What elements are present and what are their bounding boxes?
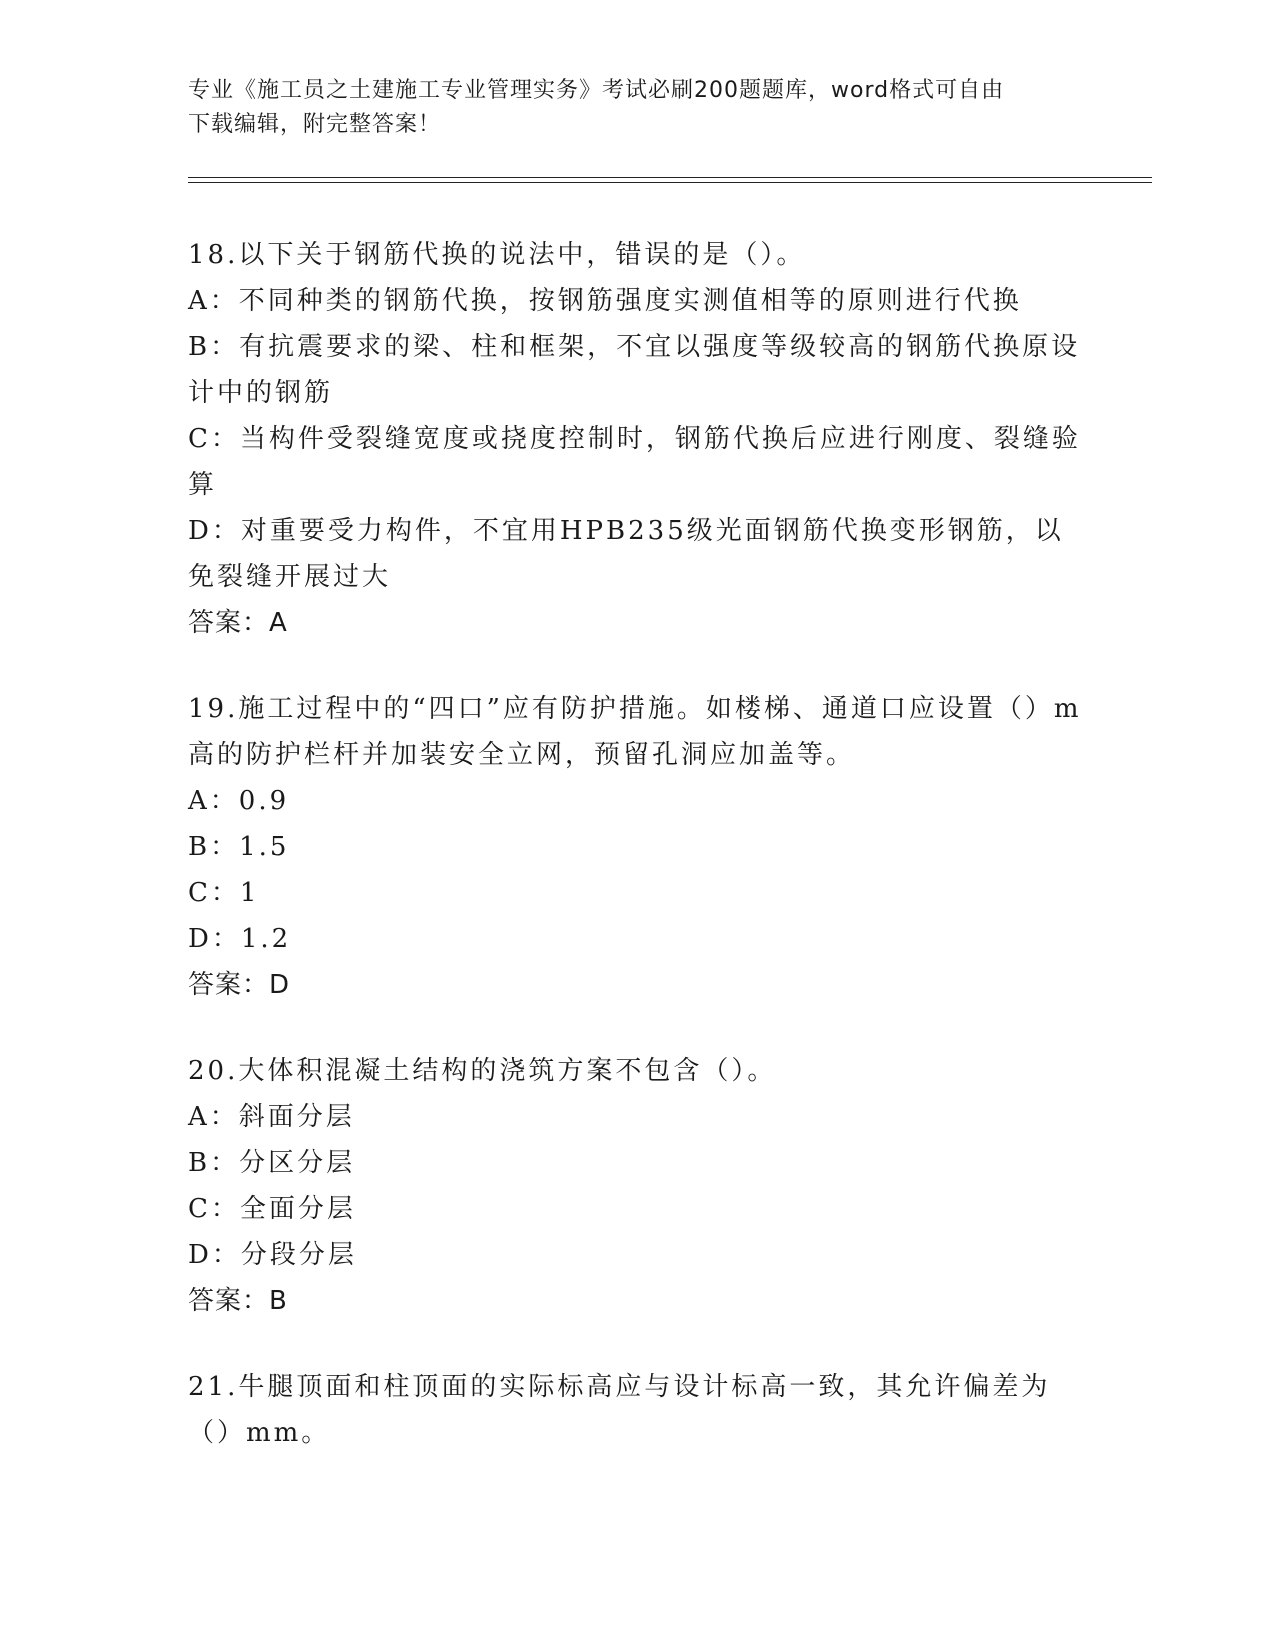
answer-label: 答案：A [188, 608, 288, 638]
option-d: D：对重要受力构件，不宜用HPB235级光面钢筋代换变形钢筋，以免裂缝开展过大 [188, 516, 1064, 592]
option-a: A：斜面分层 [188, 1102, 355, 1132]
option-d: D：分段分层 [188, 1240, 357, 1270]
header-line-1: 专业《施工员之土建施工专业管理实务》考试必刷200题题库，word格式可自由 [188, 78, 1005, 103]
question-stem: 20.大体积混凝土结构的浇筑方案不包含（）。 [188, 1056, 777, 1086]
question-19 [188, 686, 1088, 1008]
answer-label: 答案：D [188, 970, 291, 1000]
option-b: B：分区分层 [188, 1148, 356, 1178]
question-list [188, 232, 1088, 1496]
header-line-2: 下载编辑，附完整答案！ [188, 112, 442, 137]
option-a: A：不同种类的钢筋代换，按钢筋强度实测值相等的原则进行代换 [188, 286, 1022, 316]
question-18 [188, 232, 1088, 646]
document-header [188, 74, 1078, 142]
option-d: D：1.2 [188, 924, 292, 954]
option-c: C：全面分层 [188, 1194, 356, 1224]
question-stem: 19.施工过程中的“四口”应有防护措施。如楼梯、通道口应设置（）m高的防护栏杆并加装安全立网，预留孔洞应加盖等。 [188, 694, 1082, 770]
option-a: A：0.9 [188, 786, 290, 816]
question-stem: 21.牛腿顶面和柱顶面的实际标高应与设计标高一致，其允许偏差为（）mm。 [188, 1372, 1051, 1448]
option-b: B：1.5 [188, 832, 290, 862]
option-c: C：当构件受裂缝宽度或挠度控制时，钢筋代换后应进行刚度、裂缝验算 [188, 424, 1081, 500]
header-rule-top [188, 177, 1152, 178]
option-c: C：1 [188, 878, 260, 908]
answer-label: 答案：B [188, 1286, 288, 1316]
question-20 [188, 1048, 1088, 1324]
question-stem: 18.以下关于钢筋代换的说法中，错误的是（）。 [188, 240, 806, 270]
header-rule-bottom [188, 182, 1152, 183]
question-21 [188, 1364, 1088, 1456]
option-b: B：有抗震要求的梁、柱和框架，不宜以强度等级较高的钢筋代换原设计中的钢筋 [188, 332, 1081, 408]
